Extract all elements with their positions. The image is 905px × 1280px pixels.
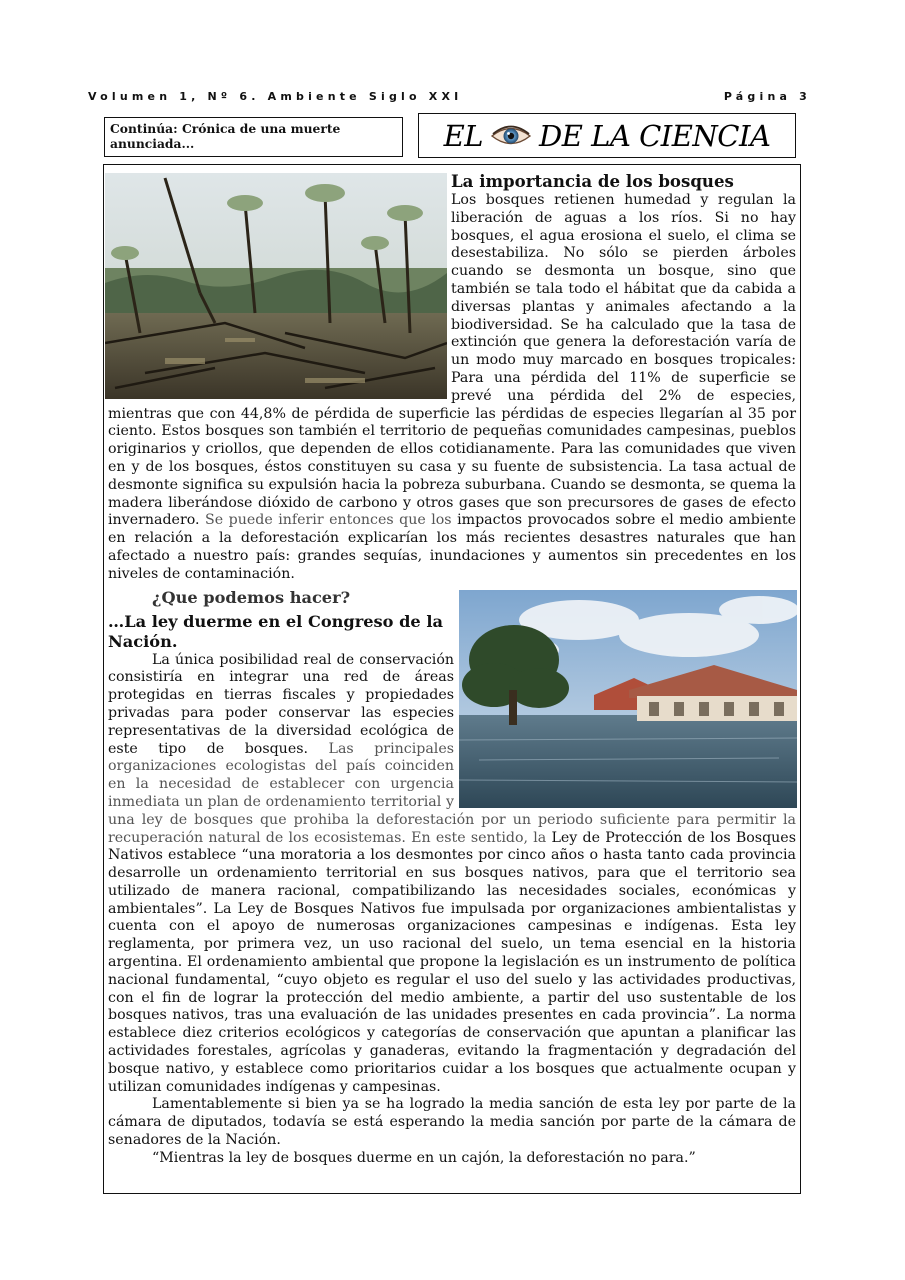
p2-text-gray: Las principales organizaciones ecologistas del país coinciden en la necesidad de establecer con urgencia inmediata un plan de ordenamiento territorial y una ley de bosques que prohiba la deforestación por un periodo suficiente para permitir la recuperación natural de los ecosistemas. En este sentido, la	[108, 740, 796, 846]
p1-text-gray: Se puede inferir entonces que los	[205, 512, 452, 529]
page-number: Página 3	[723, 90, 811, 103]
logo-text-ciencia: DE LA CIENCIA	[539, 118, 771, 153]
heading-law-sleeps: …La ley duerme en el Congreso de la Nación.	[108, 611, 443, 651]
paragraph-senate: Lamentablemente si bien ya se ha logrado la media sanción de esta ley por parte de la cámara de diputados, todavía se está esperando la media sanción por parte de la cámara de senadores de la Nación.	[108, 1096, 796, 1149]
p1-text-b: impactos provocados sobre el medio ambiente en relación a la deforestación explicarían los más recientes desastres naturales que han afectado a nuestro país: grandes sequías, inundaciones y aumentos sin precedentes en los niveles de contaminación.	[108, 512, 796, 582]
continued-box: Continúa: Crónica de una muerte anunciada...	[104, 117, 403, 157]
closing-quote: “Mientras la ley de bosques duerme en un cajón, la deforestación no para.”	[152, 1149, 696, 1166]
flood-photo	[459, 590, 797, 808]
article-title: La importancia de los bosques	[451, 171, 734, 191]
p2-text-a: La única posibilidad real de conservación consistiría en integrar una red de áreas protegidas en tierras fiscales y propiedades privadas para poder conservar las especies representativas de la diversidad ecológica de este tipo de bosques.	[108, 651, 454, 757]
volume-info: Volumen 1, Nº 6. Ambiente Siglo XXI	[88, 90, 463, 103]
article-body	[108, 170, 796, 1168]
p1-text-a: Los bosques retienen humedad y regulan la liberación de aguas a los ríos. Si no hay bosques, el agua erosiona el suelo, el clima se desestabiliza. No sólo se pierden árboles cuando se desmonta un bosque, sino que también se tala todo el hábitat que da cabida a diversas plantas y animales afectando a la biodiversidad. Se ha calculado que la tasa de extinción que genera la deforestación varía de un modo muy marcado en bosques tropicales: Para una pérdida del 11% de superficie se prevé una pérdida del 2% de especies, mientras que con 44,8% de pérdida de superficie las pérdidas de especies llegarían al 35 por ciento. Estos bosques son también el territorio de pequeñas comunidades campesinas, pueblos originarios y criollos, que dependen de ellos cotidianamente. Para las comunidades que viven en y de los bosques, éstos constituyen su casa y su fuente de subsistencia. La tasa actual de desmonte significa su expulsión hacia la pobreza suburbana. Cuando se desmonta, se quema la madera liberándose dióxido de carbono y otros gases que son precursores de gases de efecto invernadero.	[108, 192, 796, 529]
eye-icon	[491, 124, 531, 148]
p2-text-b: Ley de Protección de los Bosques Nativos establece “una moratoria a los desmontes por cinco años o hasta tanto cada provincia desarrolle un ordenamiento territorial en sus bosques nativos, para que el territorio sea utilizado de manera racional, compatibilizando las necesidades sociales, económicas y ambientales”. La Ley de Bosques Nativos fue impulsada por organizaciones ambientalistas y cuenta con el apoyo de numerosas organizaciones campesinas e indígenas. Esta ley reglamenta, por primera vez, un uso racional del suelo, un tema esencial en la historia argentina. El ordenamiento ambiental que propone la legislación es un instrumento de política nacional fundamental, “cuyo objeto es regular el uso del suelo y las actividades productivas, con el fin de lograr la protección del medio ambiente, a partir del uso sustentable de los bosques nativos, tras una evaluación de las unidades presentes en cada provincia”. La norma establece diez criterios ecológicos y categorías de conservación que apuntan a planificar las actividades forestales, agrícolas y ganaderas, evitando la fragmentación y degradación del bosque nativo, y establece como prioritarios cuidar a los bosques que actualmente ocupan y utilizan comunidades indígenas y campesinas.	[108, 829, 796, 1095]
section-logo	[418, 113, 796, 158]
heading-what-can-we-do: ¿Que podemos hacer?	[152, 587, 351, 607]
deforestation-photo	[105, 173, 447, 399]
logo-text-el: EL	[443, 118, 484, 153]
